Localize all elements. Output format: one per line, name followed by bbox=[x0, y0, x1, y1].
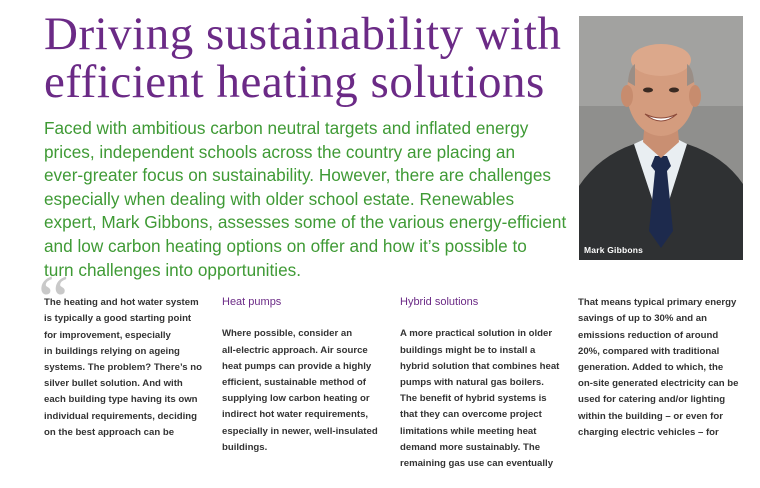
column-2-heading: Heat pumps bbox=[222, 296, 282, 309]
pull-quote-mark: “ bbox=[38, 262, 70, 339]
article-title: Driving sustainability with efficient heating solutions bbox=[44, 8, 562, 108]
column-4 bbox=[578, 279, 748, 457]
column-3 bbox=[400, 279, 568, 488]
column-3-body: A more practical solution in older buildings might be to install a hybrid solution that combines heat pumps with natural gas boilers. The benefit of hybrid systems is that they can overcome project limitations while meeting heat demand more sustainably. The remaining gas use can eventually bbox=[400, 328, 560, 470]
column-1 bbox=[44, 279, 212, 457]
column-4-body: That means typical primary energy savings of up to 30% and an emissions reduction of around 20%, compared with traditional generation. Added to which, the on-site generated electricity can be used for catering and/or lighting within the building – or even for charging electric vehicles – for bbox=[578, 297, 739, 438]
author-photo bbox=[579, 16, 743, 260]
photo-caption: Mark Gibbons bbox=[584, 245, 644, 255]
column-2 bbox=[222, 279, 390, 472]
column-1-body: The heating and hot water system is typically a good starting point for improvement, especially in buildings relying on ageing systems. The problem? There’s no silver bullet solution. And with each building type having its own individual requirements, deciding on the best approach can be bbox=[44, 297, 202, 438]
portrait-illustration bbox=[579, 16, 743, 260]
column-3-heading: Hybrid solutions bbox=[400, 296, 479, 309]
article-standfirst: Faced with ambitious carbon neutral targets and inflated energy prices, independent schools across the country are placing an ever-greater focus on sustainability. However, there are challenges especially when dealing with older school estate. Renewables expert, Mark Gibbons, assesses some of the various energy-efficient and low carbon heating options on offer and how it’s possible to turn challenges into opportunities. bbox=[44, 118, 567, 280]
column-2-body: Where possible, consider an all-electric approach. Air source heat pumps can provide a highly efficient, sustainable method of supplying low carbon heating or indirect hot water requirements, especially in newer, well-insulated buildings. bbox=[222, 328, 378, 453]
